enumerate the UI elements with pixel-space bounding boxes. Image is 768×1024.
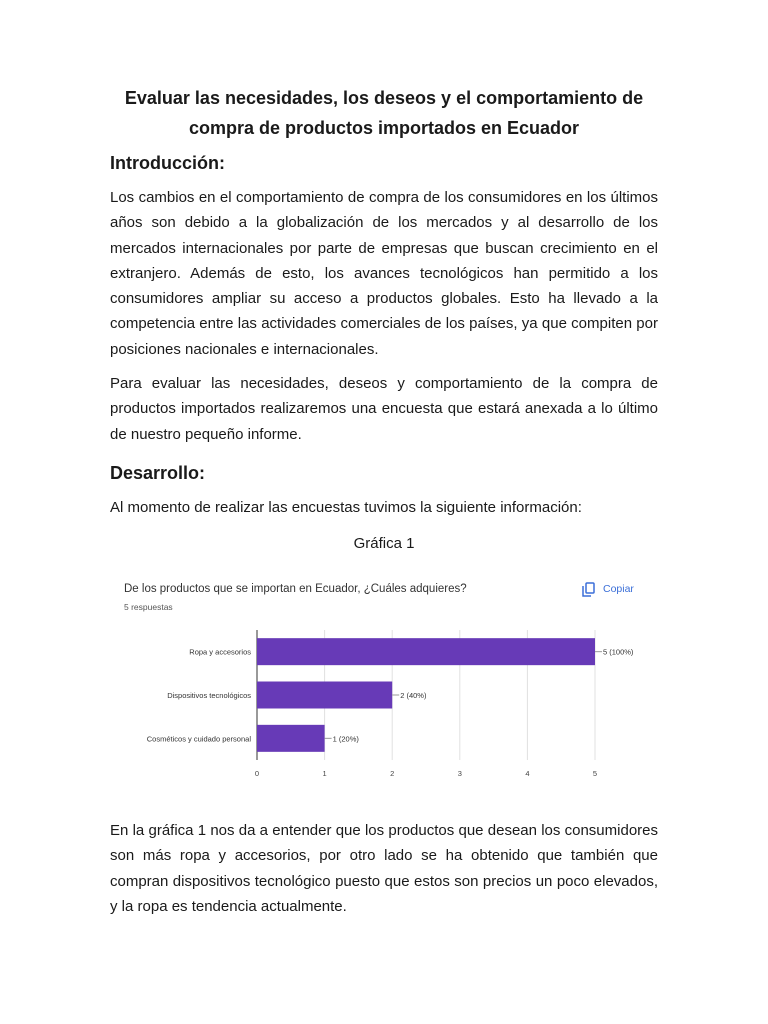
plot-area (147, 630, 634, 778)
bar-chart (110, 570, 658, 790)
copy-label: Copiar (603, 583, 634, 595)
category-label: Dispositivos tecnológicos (167, 691, 251, 700)
x-tick-label: 5 (592, 769, 598, 778)
chart-subtitle: 5 respuestas (124, 602, 173, 612)
data-label: 5 (100%) (603, 647, 634, 657)
desarrollo-paragraph-2: En la gráfica 1 nos da a entender que los productos que desean los consumidores son más ropa y accesorios, por otro lado se ha obtenido que también que compran dispositivos tecnológico puesto que estos son precios un poco elevados, y la ropa es tendencia actualmente. (110, 822, 658, 915)
data-label: 1 (20%) (332, 734, 359, 744)
document-page (110, 83, 658, 564)
document-title: Evaluar las necesidades, los deseos y el comportamiento de compra de productos importados en Ecuador (124, 88, 644, 138)
copy-button[interactable] (583, 583, 634, 596)
x-tick-label: 1 (322, 769, 327, 778)
category-label: Ropa y accesorios (189, 647, 251, 657)
bar (257, 682, 392, 709)
intro-paragraph-1: Los cambios en el comportamiento de compra de los consumidores en los últimos años son debido a la globalización de los mercados y al desarrollo de los mercados internacionales por parte de empresas que buscan crecimiento en el extranjero. Además de esto, los avances tecnológicos han permitido a los consumidores ampliar su acceso a productos globales. Esto ha llevado a la competencia entre las actividades comerciales de los países, ya que compiten por posiciones nacionales e internacionales. (110, 189, 658, 358)
bar (257, 725, 325, 752)
x-tick-label: 3 (457, 769, 462, 778)
intro-paragraph-2: Para evaluar las necesidades, deseos y comportamiento de la compra de productos importados realizaremos una encuesta que estará anexada a lo último de nuestro pequeño informe. (110, 375, 658, 443)
category-label: Cosméticos y cuidado personal (146, 734, 251, 744)
desarrollo-paragraph-1: Al momento de realizar las encuestas tuvimos la siguiente información: (110, 498, 582, 516)
x-tick-label: 0 (254, 769, 260, 778)
data-label: 2 (40%) (400, 691, 427, 700)
x-tick-label: 4 (525, 769, 530, 778)
desarrollo-heading: Desarrollo: (110, 462, 206, 483)
intro-heading: Introducción: (110, 153, 225, 173)
figure-caption: Gráfica 1 (353, 535, 415, 553)
copy-icon (583, 583, 594, 596)
bar (257, 638, 595, 665)
x-tick-label: 2 (390, 769, 395, 778)
chart-title: De los productos que se importan en Ecuador, ¿Cuáles adquieres? (124, 583, 467, 595)
post-chart-section (110, 818, 658, 928)
chart-card (110, 570, 658, 790)
